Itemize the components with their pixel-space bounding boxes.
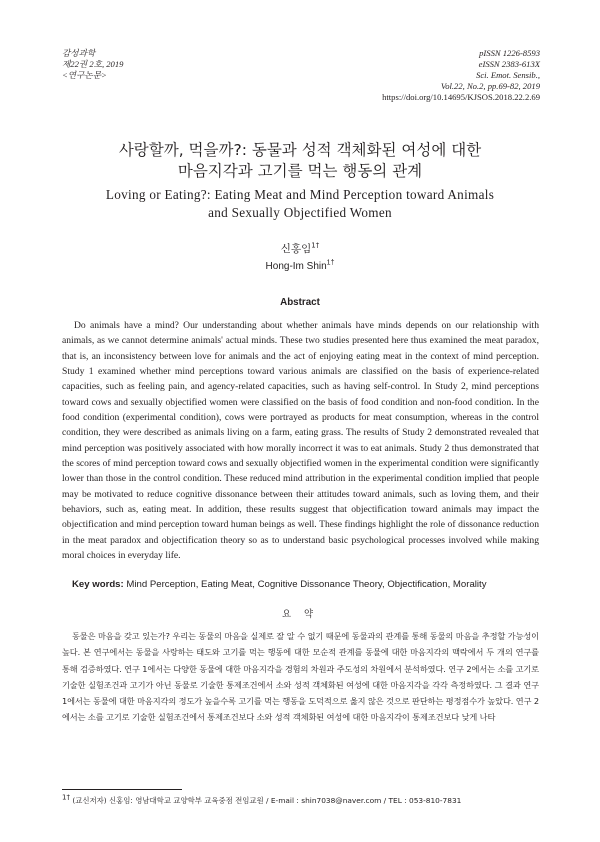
doi-link[interactable]: https://doi.org/10.14695/KJSOS.2018.22.2.69 <box>382 92 540 102</box>
footnote-divider <box>62 789 182 790</box>
author-mark-en: 1† <box>326 259 335 267</box>
journal-volume-ko: 제22권 2호, 2019 <box>62 59 124 69</box>
pissn: pISSN 1226-8593 <box>479 48 540 58</box>
korean-title <box>40 140 560 182</box>
journal-name-en: Sci. Emot. Sensib., <box>476 70 540 80</box>
abstract-heading: Abstract <box>280 297 320 308</box>
korean-title-line-2: 마음지각과 고기를 먹는 행동의 관계 <box>177 162 423 180</box>
journal-header-right <box>240 48 540 103</box>
keywords-label: Key words: <box>72 579 124 590</box>
keywords-text: Mind Perception, Eating Meat, Cognitive Dissonance Theory, Objectification, Morality <box>126 579 487 590</box>
author-name-ko-line <box>0 241 600 256</box>
author-mark-ko: 1† <box>311 241 320 250</box>
eissn: eISSN 2383-613X <box>478 59 540 69</box>
author-name-en: Hong-Im Shin <box>265 261 327 272</box>
journal-name-ko: 감성과학 <box>62 48 96 58</box>
footnote-text: (교신저자) 신홍임: 영남대학교 교양학부 교육중점 전임교원 / E-mail : shin7038@naver.com / TEL : 053-810-7831 <box>72 796 462 805</box>
author-name-en-line <box>0 261 600 272</box>
korean-summary-body: 동물은 마음을 갖고 있는가? 우리는 동물의 마음을 실제로 잘 알 수 없기 때문에 동물과의 관계를 통해 동물의 마음을 추정할 가능성이 높다. 본 연구에서는 동물을 사랑하는 태도와 고기를 먹는 행동에 대한 모순적 관계를 동물에 대한 마음지각의 맥락에서 두 개의 연구를 통해 검증하였다. 연구 1에서는 다양한 동물에 대한 마음지각을 경험의 차원과 주도성의 차원에서 분석하였다. 연구 2에서는 소를 고기로 기술한 실험조건과 고기가 아닌 동물로 기술한 통제조건에서 소와 성적 객체화된 여성에 대한 마음지각을 각각 측정하였다. 그 결과 연구 1에서는 동물에 대한 마음지각의 정도가 높을수록 고기를 먹는 행동을 도덕적으로 옳지 않은 것으로 판단하는 평정점수가 높았다. 연구 2에서는 소를 고기로 기술한 실험조건에서 통제조건보다 소와 성적 객체화된 여성에 대한 마음지각이 통제조건보다 낮게 나타 <box>62 631 539 723</box>
keywords-line <box>72 579 542 590</box>
footnote <box>62 795 542 806</box>
english-title-line-2: and Sexually Objectified Women <box>208 205 392 220</box>
article-type: <연구논문> <box>62 70 107 80</box>
journal-header-left <box>62 48 262 81</box>
footnote-mark: 1† <box>62 793 70 802</box>
journal-volume-en: Vol.22, No.2, pp.69-82, 2019 <box>440 81 540 91</box>
english-title-line-1: Loving or Eating?: Eating Meat and Mind Perception toward Animals <box>105 187 495 202</box>
korean-summary-heading: 요 약 <box>281 609 319 620</box>
author-name-ko: 신홍임 <box>280 243 312 255</box>
abstract-body: Do animals have a mind? Our understanding about whether animals have minds depends on our relationship with animals, as we cannot determine animals' actual minds. These two studies presented here thus examined the meat paradox, that is, an inconsistency between love for animals and the act of enjoying eating meat in the context of mind perception. Study 1 examined whether mind perceptions toward various animals are classified on the basis of experience-related capacities, such as feeling pain, and agency-related capacities, such as having self-control. In Study 2, mind perceptions toward cows and sexually objectified women were classified on the basis of food condition and non-food condition. In the food condition (experimental condition), cows were portrayed as products for meat consumption, whereas in the control condition, they were described as animals living on a farm, eating grass. The results of Study 2 demonstrated revealed that mind perception was positively associated with how morally incorrect it was to eat animals. Study 2 thus demonstrated that the scores of mind perception toward cows and sexually objectified women in the experimental condition were significantly lower than those in the control condition. These reduced mind attribution in the experimental condition implied that people may be motivated to reduce cognitive dissonance between their attitudes toward animals, such as loving them, and their behaviors, such as, eating meat. In addition, these results suggest that objectification toward animals may impact the objectification and mind perception toward human beings as well. These findings highlight the role of dissonance reduction in the meat paradox and objectification theory so as to understand basic psychological processes involved while making moral choices in everyday life. <box>62 320 539 562</box>
english-title <box>40 186 560 222</box>
korean-title-line-1: 사랑할까, 먹을까?: 동물과 성적 객체화된 여성에 대한 <box>118 141 482 159</box>
